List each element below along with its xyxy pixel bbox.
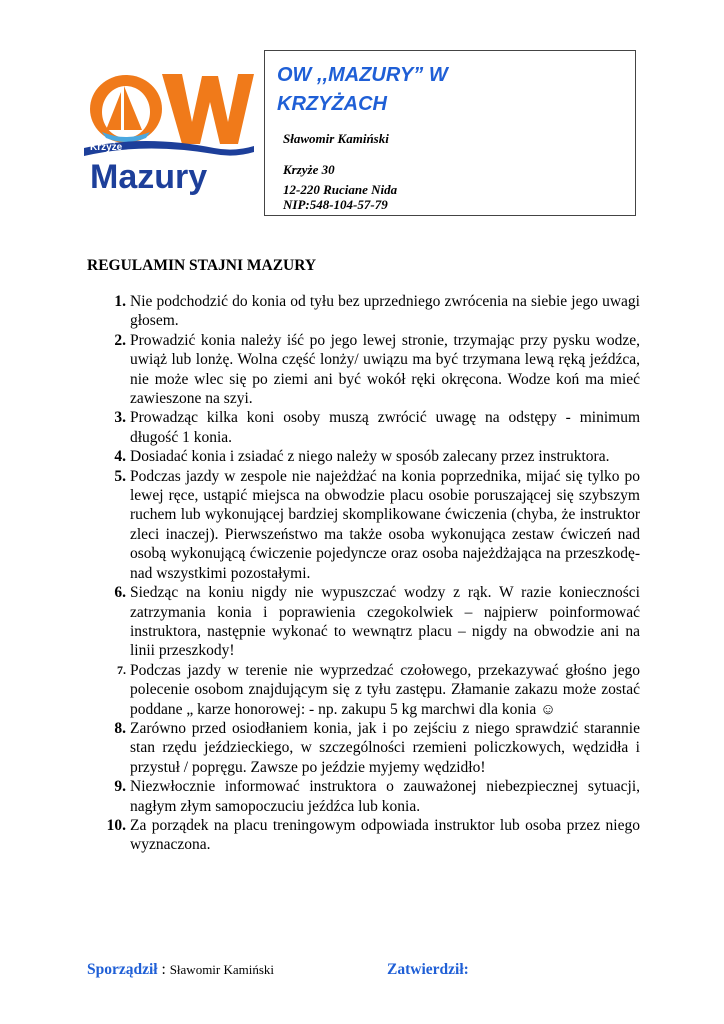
header-info-box xyxy=(264,50,636,216)
owner-name: Sławomir Kamiński xyxy=(283,131,389,146)
rule-item xyxy=(96,661,640,719)
org-title-line1: OW ,,MAZURY” W xyxy=(277,64,448,86)
address-city: 12-220 Ruciane Nida xyxy=(283,182,398,197)
rule-item xyxy=(96,331,640,409)
document-title: REGULAMIN STAJNI MAZURY xyxy=(87,257,317,274)
approved-by-label: Zatwierdził: xyxy=(387,961,469,978)
org-title-line2: KRZYŻACH xyxy=(277,93,387,115)
prepared-by xyxy=(87,961,274,979)
rule-text: Zarówno przed osiodłaniem konia, jak i po zejściu z niego sprawdzić starannie stan rzędu jeździeckiego, w szczególności rzemieni policzkowych, wędzidła i przystuł / popręgu. Zawsze po jeździe myjemy wędzidło! xyxy=(130,719,640,776)
rule-text: Niezwłocznie informować instruktora o zauważonej niebezpiecznej sytuacji, nagłym złym samopoczuciu jeźdźca lub konia. xyxy=(130,778,640,815)
rule-item xyxy=(96,408,640,447)
rule-number: 3. xyxy=(114,409,126,427)
rule-item xyxy=(96,777,640,816)
approved-by xyxy=(387,961,469,979)
rule-item xyxy=(96,447,640,466)
logo-brand-text: Mazury xyxy=(90,158,208,196)
rule-text: Nie podchodzić do konia od tyłu bez uprzedniego zwrócenia na siebie jego uwagi głosem. xyxy=(130,293,640,330)
tax-id: NIP:548-104-57-79 xyxy=(283,197,388,212)
rule-item xyxy=(96,816,640,855)
rule-number: 7. xyxy=(117,662,126,677)
mazury-logo xyxy=(84,64,254,204)
logo-small-text: Krzyże xyxy=(90,142,123,153)
rules-list xyxy=(96,292,640,855)
mazury-logo-graphic xyxy=(84,64,254,204)
rule-text: Siedząc na koniu nigdy nie wypuszczać wodzy z rąk. W razie konieczności zatrzymania konia i poprawienia czegokolwiek – najpierw poinformować instruktora, następnie wykonać to wewnątrz placu – nigdy na obwodzie ani na linii przeszkody! xyxy=(130,584,640,660)
rule-text: Podczas jazdy w zespole nie najeżdżać na konia poprzednika, mijać się tylko po lewej ręce, ustąpić miejsca na obwodzie placu osobie poruszającej się szybszym ruchem lub wykonującej bardziej skomplikowane ćwiczenia (chyba, że instruktor zleci inaczej). Pierwszeństwo ma także osoba wykonująca zestaw ćwiczeń nad osobą wykonującą ćwiczenie pojedyncze oraz osoba najeżdżająca na przeszkodę- nad wszystkimi pozostałymi. xyxy=(130,467,640,582)
rule-item xyxy=(96,292,640,331)
rule-text: Dosiadać konia i zsiadać z niego należy w sposób zalecany przez instruktora. xyxy=(130,448,610,466)
address-street: Krzyże 30 xyxy=(283,162,335,177)
rule-text: Podczas jazdy w terenie nie wyprzedzać czołowego, przekazywać głośno jego polecenie osobom znajdującym się z tyłu zastępu. Złamanie zakazu może zostać poddane „ karze honorowej: - np. zakupu 5 kg marchwi dla konia ☺ xyxy=(130,661,640,718)
rule-item xyxy=(96,719,640,777)
prepared-by-name: Sławomir Kamiński xyxy=(169,962,275,977)
rule-text: Prowadząc kilka koni osoby muszą zwrócić uwagę na odstępy - minimum długość 1 konia. xyxy=(130,409,640,446)
rule-number: 2. xyxy=(114,331,126,349)
prepared-by-label: Sporządził xyxy=(87,961,158,978)
org-title xyxy=(277,61,617,119)
rule-number: 4. xyxy=(114,448,126,466)
rule-number: 10. xyxy=(106,816,126,834)
rule-item xyxy=(96,583,640,661)
rule-number: 1. xyxy=(114,293,126,310)
rule-item xyxy=(96,467,640,583)
rule-number: 8. xyxy=(114,719,126,737)
rule-number: 9. xyxy=(114,778,126,796)
rule-text: Prowadzić konia należy iść po jego lewej stronie, trzymając przy pysku wodze, uwiąż lub lonżę. Wolna część lonży/ uwiązu ma być trzymana lewą ręką jeźdźca, nie może wlec się po ziemi ani być wokół ręki okręcona. Wodze koń ma mieć zawieszone na szyi. xyxy=(130,331,640,408)
prepared-by-separator: : xyxy=(157,961,170,978)
rule-number: 6. xyxy=(114,584,126,602)
rule-text: Za porządek na placu treningowym odpowiada instruktor lub osoba przez niego wyznaczona. xyxy=(130,816,640,854)
rule-number: 5. xyxy=(114,467,126,485)
